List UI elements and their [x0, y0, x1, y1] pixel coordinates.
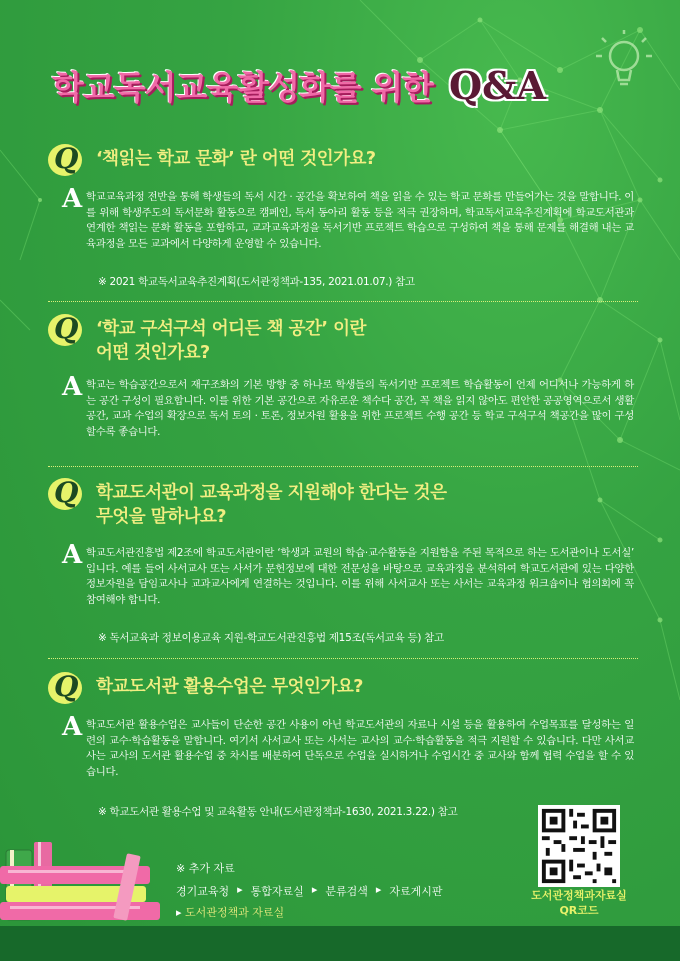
- link-board[interactable]: 자료게시판: [389, 885, 443, 898]
- extra-title: ※ 추가 자료: [176, 862, 235, 875]
- link-gyeonggi[interactable]: 경기교육청: [176, 885, 230, 898]
- qr-label: 도서관정책과자료실 QR코드: [531, 889, 627, 917]
- question-text: ‘학교 구석구석 어디든 책 공간’ 이란 어떤 것인가요?: [96, 319, 366, 363]
- question-text: ‘책읽는 학교 문화’ 란 어떤 것인가요?: [96, 149, 376, 169]
- question-3: [48, 476, 446, 529]
- q-badge-icon: Q: [48, 670, 86, 706]
- answer-3: [62, 540, 634, 608]
- a-letter: A: [62, 372, 83, 402]
- extra-links-row2: [176, 904, 284, 920]
- link-policy-archive[interactable]: 도서관정책과 자료실: [185, 906, 285, 919]
- answer-4: [62, 712, 634, 780]
- link-integrated[interactable]: 통합자료실: [250, 885, 304, 898]
- answer-note: ※ 학교도서관 활용수업 및 교육활동 안내(도서관정책과-1630, 2021.3.22.) 참고: [98, 806, 458, 818]
- question-1: [48, 142, 376, 178]
- answer-text: 학교도서관 활용수업은 교사들이 단순한 공간 사용이 아닌 학교도서관의 자료나 시설 등을 활용하여 수업목표를 달성하는 일련의 교수·학습활동을 말합니다. 여기서 사서교사 또는 사서는 교사의 교수·학습활동을 적극 지원할 수 있습니다. 다만 사서교사는 교사의 도서관 활용수업 중 차시를 배분하여 단독으로 수업을 실시하거나 수업시간 중 교사와 함께 협력 수업을 할 수 있습니다.: [86, 719, 634, 778]
- title-main: 학교독서교육활성화를 위한: [52, 67, 434, 107]
- books-illustration: [0, 840, 170, 930]
- a-letter: A: [62, 184, 83, 214]
- answer-note: ※ 2021 학교독서교육추진계획(도서관정책과-135, 2021.01.07.) 참고: [98, 276, 415, 288]
- divider: [48, 301, 638, 302]
- answer-note: ※ 독서교육과 정보이용교육 지원-학교도서관진흥법 제15조(독서교육 등) 참고: [98, 632, 444, 644]
- a-letter: A: [62, 540, 83, 570]
- arrow-icon: ▸: [237, 883, 243, 896]
- arrow-icon: ▸: [176, 906, 182, 919]
- answer-1: [62, 184, 634, 252]
- divider: [48, 466, 638, 467]
- extra-links-row1: [176, 883, 443, 899]
- q-badge-icon: Q: [48, 476, 86, 512]
- answer-text: 학교도서관진흥법 제2조에 학교도서관이란 ‘학생과 교원의 학습·교수활동을 지원함을 주된 목적으로 하는 도서관이나 도서실’ 입니다. 예를 들어 사서교사 또는 사서가 문헌정보에 대한 전문성을 바탕으로 교육과정을 분석하여 학교도서관에 있는 다양한 정보자원을 담임교사나 교과교사에게 연결하는 것입니다. 이를 위해 사서교사 또는 사서는 교육과정 워크숍이나 협의회에 꼭 참여해야 합니다.: [86, 547, 634, 606]
- question-text: 학교도서관이 교육과정을 지원해야 한다는 것은 무엇을 말하나요?: [96, 483, 447, 527]
- qr-code[interactable]: [538, 805, 620, 887]
- a-letter: A: [62, 712, 83, 742]
- answer-text: 학교는 학습공간으로서 재구조화의 기본 방향 중 하나로 학생들의 독서기반 프로젝트 학습활동이 언제 어디서나 가능하게 하는 공간 구성이 필요합니다. 이를 위한 기본 공간으로 자유로운 책수다 공간, 꼭 책을 읽지 않아도 편안한 공공영역으로서 생활 공간, 교과 수업의 확장으로 독서 토의 · 토론, 정보자원 활용을 위한 프로젝트 수행 공간 등 학교 구석구석 책공간을 많이 구성할수록 좋습니다.: [86, 379, 634, 438]
- question-2: [48, 312, 366, 365]
- link-category[interactable]: 분류검색: [325, 885, 368, 898]
- answer-2: [62, 372, 634, 440]
- lightbulb-icon: [590, 28, 660, 98]
- title-qa: Q&A: [449, 62, 546, 108]
- question-text: 학교도서관 활용수업은 무엇인가요?: [96, 677, 363, 697]
- bottom-band: [0, 926, 680, 961]
- arrow-icon: ▸: [375, 883, 382, 896]
- arrow-icon: ▸: [311, 883, 318, 896]
- divider: [48, 658, 638, 659]
- page-title: [52, 62, 546, 108]
- q-badge-icon: Q: [48, 142, 86, 178]
- question-4: [48, 670, 363, 706]
- q-badge-icon: Q: [48, 312, 86, 348]
- answer-text: 학교교육과정 전반을 통해 학생들의 독서 시간 · 공간을 확보하여 책을 읽을 수 있는 학교 문화를 만들어가는 것을 말합니다. 이를 위해 학생주도의 독서문화 활동으로 캠페인, 독서 동아리 활동 등을 적극 권장하며, 학교독서교육추진계획에 학교도서관과 연계한 책읽는 문화 활동을 포함하고, 교과교육과정을 독서기반 프로젝트 학습으로 구성하여 책을 통해 문제를 해결해 내는 교육과정을 모든 교과에서 다양하게 운영할 수 있습니다.: [86, 191, 634, 250]
